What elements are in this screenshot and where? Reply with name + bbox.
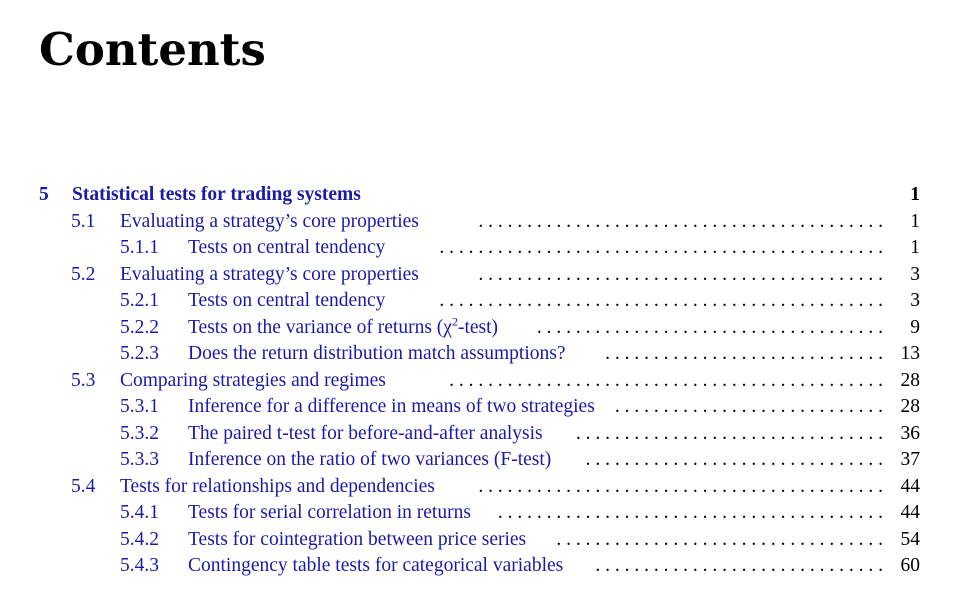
toc-entry-number: 5.3.2: [120, 422, 159, 444]
toc-entry-page: 54: [900, 528, 920, 550]
dot-leader: . . . . . . . . . . . . . . . . . . . . . . . . . . . .: [614, 396, 883, 417]
toc-entry-section-5-1[interactable]: [0, 209, 961, 235]
dot-leader: . . . . . . . . . . . . . . . . . . . . . . . . . . . . . . . . . . . . . . . . . . . . . .: [439, 237, 883, 258]
dot-leader: . . . . . . . . . . . . . . . . . . . . . . . . . . . . . . . . . . . . . . . . . .: [478, 475, 883, 497]
toc-entry-subsection-5-2-2[interactable]: [0, 315, 961, 341]
toc-entry-number: 5.1: [71, 210, 96, 232]
toc-entry-page: 28: [900, 369, 920, 391]
toc-entry-page: 1: [910, 237, 920, 258]
toc-entry-title: Statistical tests for trading systems: [72, 184, 361, 205]
toc-entry-section-5-2[interactable]: [0, 262, 961, 288]
dot-leader: . . . . . . . . . . . . . . . . . . . . . . . . . . . . . . . . . . . . . . . . . .: [478, 263, 883, 285]
toc-entry-number: 5.4.2: [120, 528, 159, 550]
dot-leader: . . . . . . . . . . . . . . . . . . . . . . . . . . . . . . .: [585, 449, 883, 470]
dot-leader: . . . . . . . . . . . . . . . . . . . . . . . . . . . . . .: [595, 555, 883, 576]
toc-entry-title: Inference for a difference in means of two strategies: [188, 396, 595, 417]
toc-entry-number: 5.2: [71, 263, 96, 285]
toc-entry-title: Tests for serial correlation in returns: [188, 502, 471, 523]
dot-leader: . . . . . . . . . . . . . . . . . . . . . . . . . . . . . . . .: [575, 422, 883, 444]
toc-entry-page: 37: [900, 449, 920, 470]
toc-entry-page: 44: [900, 502, 920, 523]
toc-entry-number: 5.1.1: [120, 237, 159, 258]
dot-leader: . . . . . . . . . . . . . . . . . . . . . . . . . . . . . . . . . . . . . . . . . .: [478, 210, 883, 232]
dot-leader: . . . . . . . . . . . . . . . . . . . . . . . . . . . . . . . . . . . . . . . .: [497, 502, 883, 523]
toc-entry-page: 1: [910, 184, 920, 205]
toc-entry-title: The paired t-test for before-and-after analysis: [188, 422, 543, 444]
toc-entry-title: Does the return distribution match assumptions?: [188, 343, 566, 364]
toc-entry-number: 5: [39, 184, 49, 205]
toc-entry-number: 5.3.1: [120, 396, 159, 417]
toc-entry-page: 9: [910, 316, 920, 338]
toc-entry-number: 5.2.2: [120, 316, 159, 338]
toc-entry-page: 13: [900, 343, 920, 364]
toc-entry-title: Tests on central tendency: [188, 290, 386, 311]
toc-entry-title: Comparing strategies and regimes: [120, 369, 386, 391]
toc-entry-page: 28: [900, 396, 920, 417]
page-title: Contents: [39, 23, 266, 76]
toc-entry-subsection-5-4-3[interactable]: [0, 553, 961, 579]
toc-entry-title: Tests on central tendency: [188, 237, 386, 258]
dot-leader: . . . . . . . . . . . . . . . . . . . . . . . . . . . . . . . . . . . .: [536, 316, 883, 338]
toc-entry-subsection-5-3-3[interactable]: [0, 447, 961, 473]
toc-entry-chapter-5[interactable]: [0, 182, 961, 208]
toc-entry-subsection-5-2-3[interactable]: [0, 341, 961, 367]
toc-entry-title: Contingency table tests for categorical variables: [188, 555, 564, 576]
toc-entry-section-5-4[interactable]: [0, 474, 961, 500]
toc-entry-number: 5.4: [71, 475, 96, 497]
toc-entry-subsection-5-4-2[interactable]: [0, 527, 961, 553]
dot-leader: . . . . . . . . . . . . . . . . . . . . . . . . . . . . . . . . . . . . . . . . . . . . .: [449, 369, 883, 391]
toc-entry-title: Tests for cointegration between price series: [188, 528, 527, 550]
toc-entry-subsection-5-3-1[interactable]: [0, 394, 961, 420]
toc-entry-title: Inference on the ratio of two variances (F-test): [188, 449, 552, 470]
toc-entry-page: 3: [910, 290, 920, 311]
toc-entry-subsection-5-1-1[interactable]: [0, 235, 961, 261]
toc-entry-number: 5.3.3: [120, 449, 159, 470]
toc-entry-number: 5.4.1: [120, 502, 159, 523]
toc-entry-title: Evaluating a strategy’s core properties: [120, 210, 419, 232]
toc-entry-title: Evaluating a strategy’s core properties: [120, 263, 419, 285]
toc-entry-subsection-5-3-2[interactable]: [0, 421, 961, 447]
toc-entry-page: 3: [910, 263, 920, 285]
toc-entry-number: 5.2.3: [120, 343, 159, 364]
dot-leader: . . . . . . . . . . . . . . . . . . . . . . . . . . . . . . . . . . . . . . . . . . . . . .: [439, 290, 883, 311]
toc-entry-title: Tests for relationships and dependencies: [120, 475, 435, 497]
toc-entry-number: 5.4.3: [120, 555, 159, 576]
dot-leader: . . . . . . . . . . . . . . . . . . . . . . . . . . . . . . . . . .: [556, 528, 883, 550]
toc-entry-title: Tests on the variance of returns $(\chi^2-test)$: [188, 314, 499, 338]
toc-entry-page: 60: [900, 555, 920, 576]
toc-entry-number: 5.3: [71, 369, 96, 391]
toc-entry-page: 36: [900, 422, 920, 444]
toc-entry-subsection-5-2-1[interactable]: [0, 288, 961, 314]
dot-leader: . . . . . . . . . . . . . . . . . . . . . . . . . . . . .: [605, 343, 883, 364]
toc-entry-page: 44: [900, 475, 920, 497]
toc-entry-number: 5.2.1: [120, 290, 159, 311]
toc-entry-page: 1: [910, 210, 920, 232]
toc-entry-section-5-3[interactable]: [0, 368, 961, 394]
toc-entry-subsection-5-4-1[interactable]: [0, 500, 961, 526]
